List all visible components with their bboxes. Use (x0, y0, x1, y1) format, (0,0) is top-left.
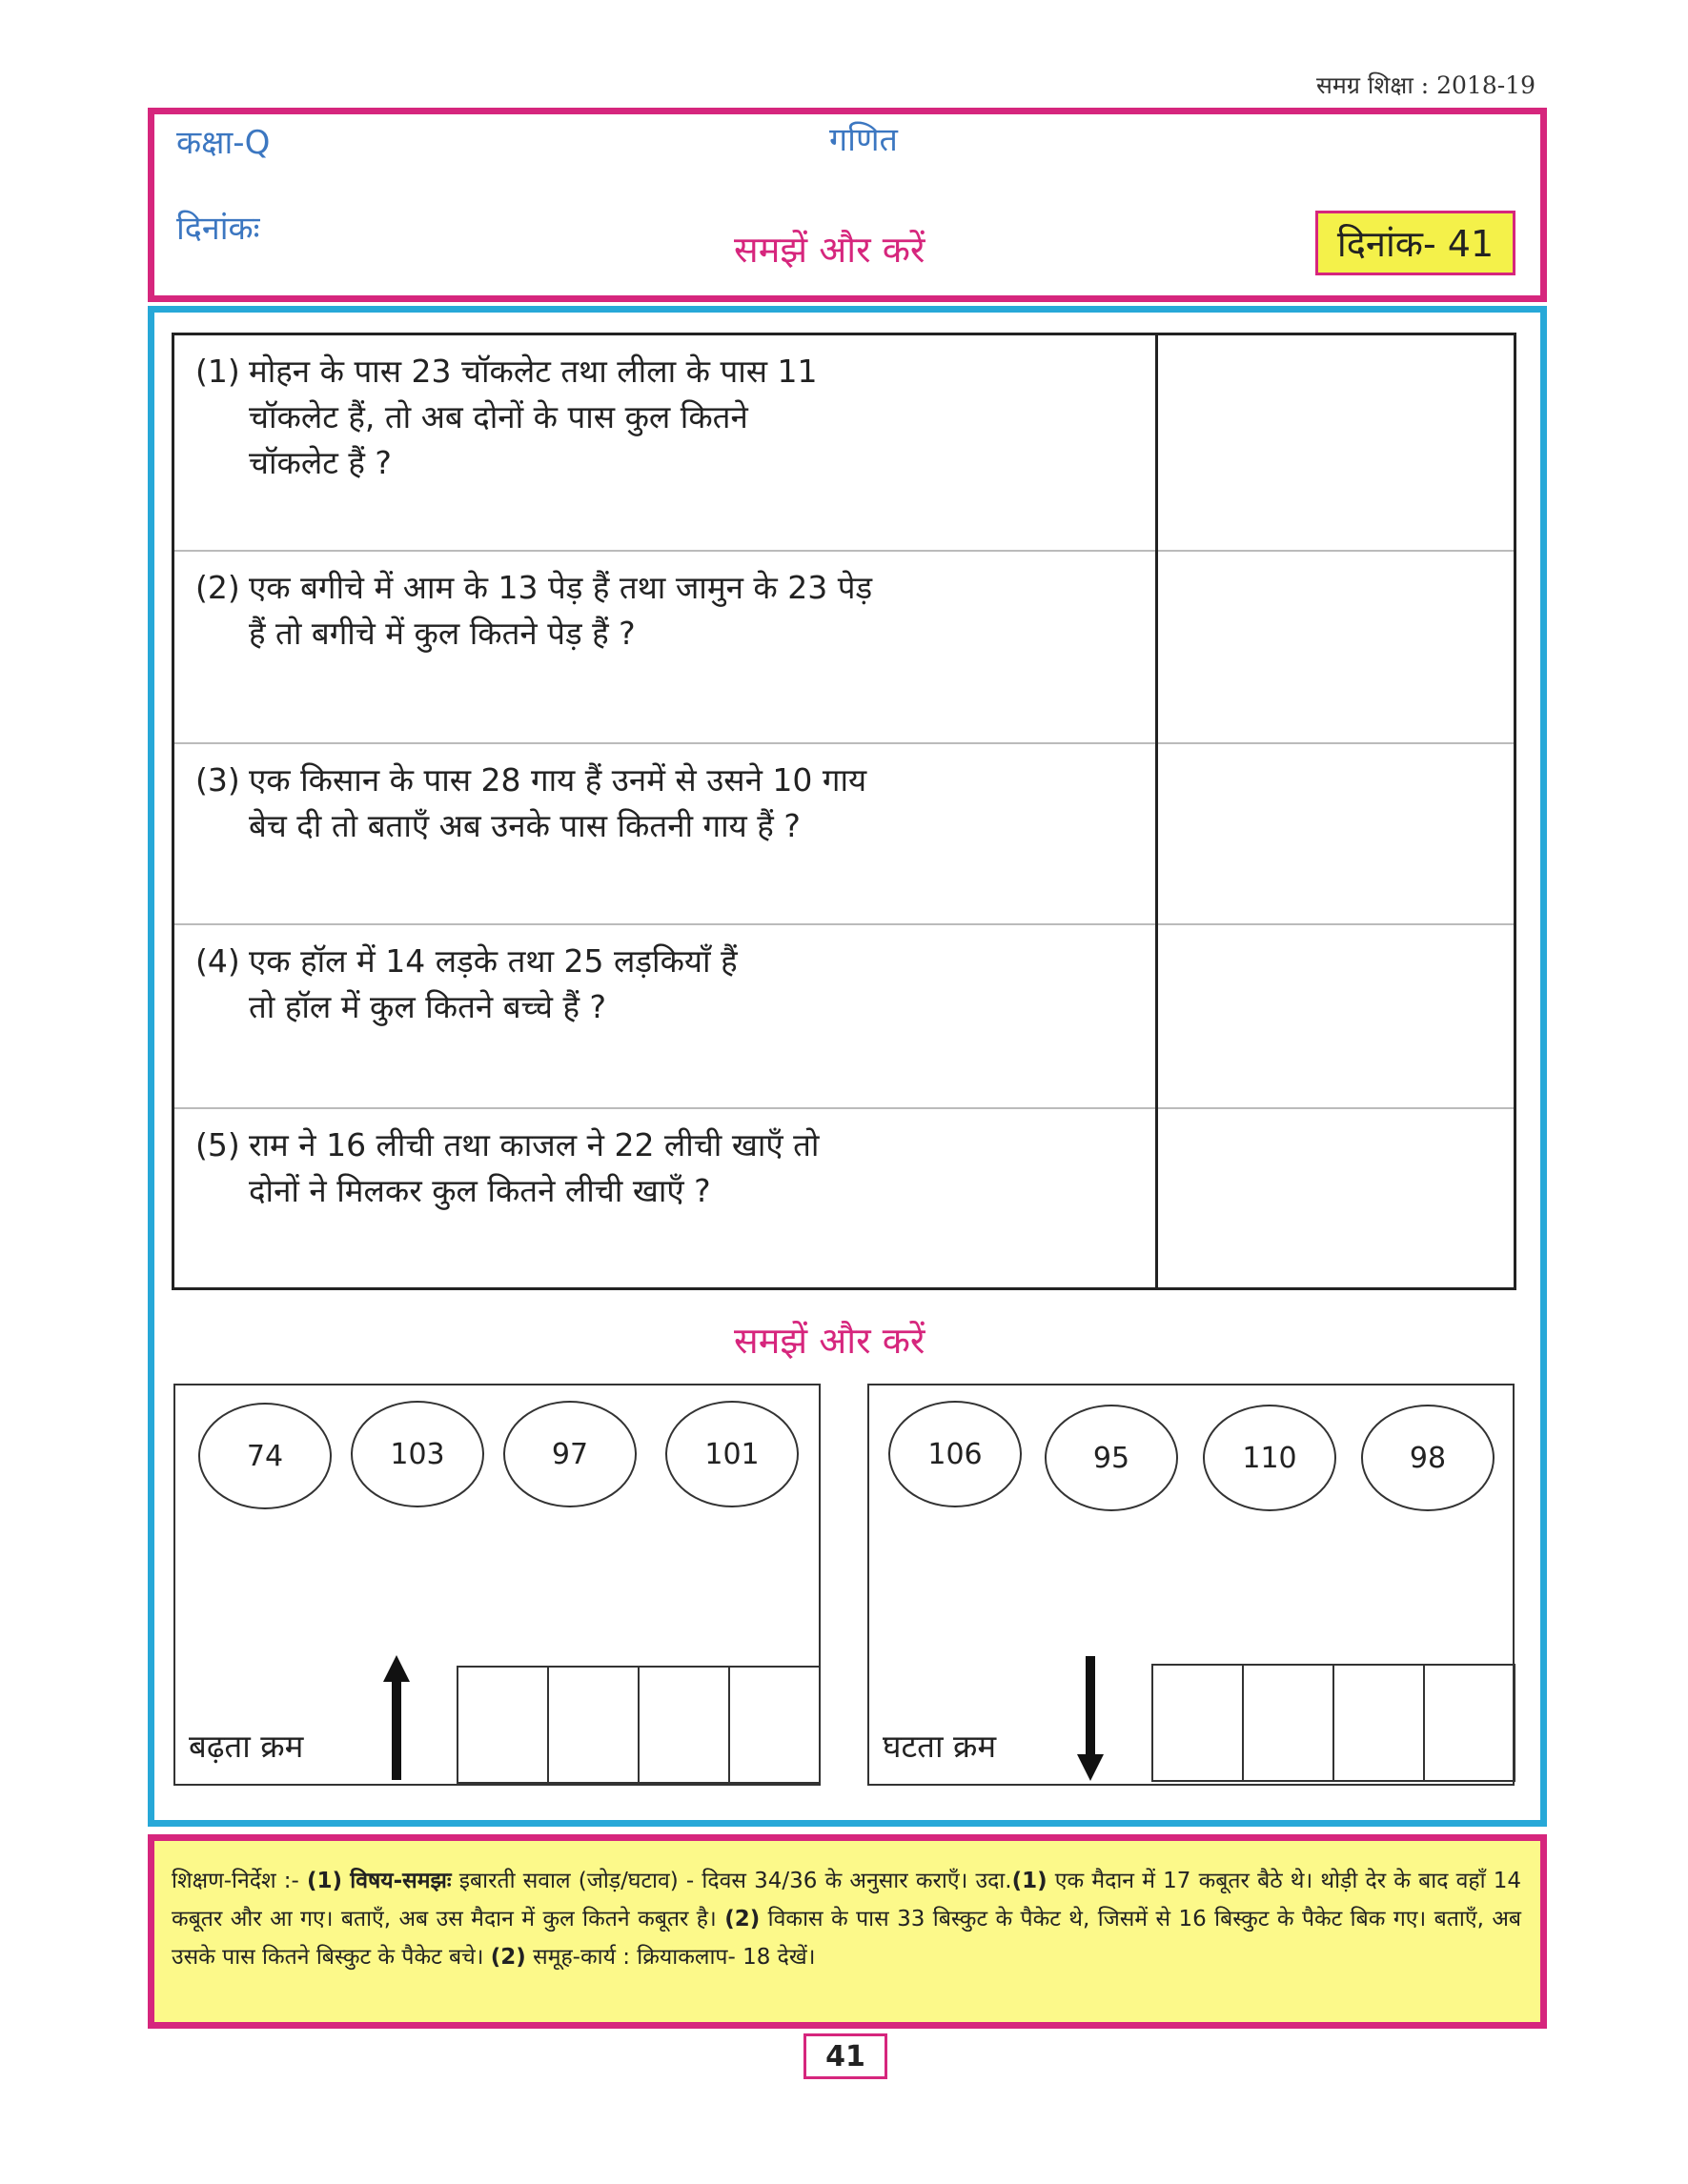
problem-number: (3) (195, 761, 240, 799)
answer-box[interactable] (1423, 1666, 1514, 1780)
answer-box[interactable] (1242, 1666, 1332, 1780)
day-badge: दिनांक- 41 (1315, 211, 1515, 275)
date-label: दिनांकः (176, 210, 260, 248)
problem-row-3 (174, 742, 1514, 925)
problem-row-4 (174, 923, 1514, 1109)
number-circle: 97 (503, 1401, 637, 1507)
page-number: 41 (803, 2033, 887, 2079)
descending-answer-boxes (1151, 1664, 1515, 1782)
number-circle: 95 (1045, 1405, 1178, 1511)
answer-box[interactable] (458, 1668, 547, 1782)
number-circle: 98 (1361, 1405, 1495, 1511)
number-circle: 106 (888, 1401, 1022, 1507)
answer-box[interactable] (728, 1668, 819, 1782)
descending-order-panel (867, 1384, 1515, 1786)
answer-box[interactable] (547, 1668, 638, 1782)
ascending-answer-boxes (457, 1666, 821, 1784)
number-circle: 74 (198, 1403, 332, 1509)
problem-number: (5) (195, 1126, 240, 1163)
ascending-order-panel (173, 1384, 821, 1786)
section-heading-2: समझें और करें (734, 1320, 925, 1362)
teaching-instructions: शिक्षण-निर्देश :- (1) विषय-समझः इबारती सवाल (जोड़/घटाव) - दिवस 34/36 के अनुसार कराएँ। उदा.(1) एक मैदान में 17 कबूतर बैठे थे। थोड़ी देर के बाद वहाँ 14 कबूतर और आ गए। बताएँ, अब उस मैदान में कुल कितने कबूतर है। (2) विकास के पास 33 बिस्कुट के पैकेट थे, जिसमें से 16 बिस्कुट के पैकेट बिक गए। बताएँ, अब उसके पास कितने बिस्कुट के पैकेट बचे। (2) समूह-कार्य : क्रियाकलाप- 18 देखें। (172, 1869, 1522, 1970)
answer-box[interactable] (638, 1668, 728, 1782)
problem-text: (1) मोहन के पास 23 चॉकलेट तथा लीला के पास 11 चॉकलेट हैं, तो अब दोनों के पास कुल कितने चॉकलेट हैं ? (195, 349, 818, 486)
answer-box[interactable] (1332, 1666, 1423, 1780)
answer-column-divider (1155, 333, 1158, 1290)
problem-text: (4) एक हॉल में 14 लड़के तथा 25 लड़कियाँ हैं तो हॉल में कुल कितने बच्चे हैं ? (195, 939, 738, 1030)
number-circle: 101 (665, 1401, 799, 1507)
problem-text: (2) एक बगीचे में आम के 13 पेड़ हैं तथा जामुन के 23 पेड़ हैं तो बगीचे में कुल कितने पेड़ हैं ? (195, 565, 872, 657)
problem-row-1 (174, 335, 1514, 550)
problem-table (172, 333, 1516, 1290)
problem-number: (4) (195, 942, 240, 980)
descending-label: घटता क्रम (883, 1728, 997, 1765)
problem-row-2 (174, 550, 1514, 744)
number-circle: 110 (1203, 1405, 1336, 1511)
problem-text: (5) राम ने 16 लीची तथा काजल ने 22 लीची खाएँ तो दोनों ने मिलकर कुल कितने लीची खाएँ ? (195, 1122, 819, 1214)
problem-row-5 (174, 1107, 1514, 1286)
down-arrow-icon (1075, 1654, 1106, 1783)
class-label: कक्षा-Q (176, 124, 271, 162)
subject-title: गणित (829, 121, 898, 159)
section-heading: समझें और करें (734, 229, 925, 271)
up-arrow-icon (381, 1653, 412, 1782)
problem-number: (2) (195, 569, 240, 606)
header-reference: समग्र शिक्षा : 2018-19 (1316, 71, 1535, 99)
ascending-label: बढ़ता क्रम (189, 1728, 304, 1765)
answer-box[interactable] (1153, 1666, 1242, 1780)
teaching-instructions-box (148, 1834, 1547, 2029)
number-circle: 103 (351, 1401, 484, 1507)
problem-text: (3) एक किसान के पास 28 गाय हैं उनमें से उसने 10 गाय बेच दी तो बताएँ अब उनके पास कितनी गाय हैं ? (195, 758, 866, 849)
problem-number: (1) (195, 353, 240, 390)
